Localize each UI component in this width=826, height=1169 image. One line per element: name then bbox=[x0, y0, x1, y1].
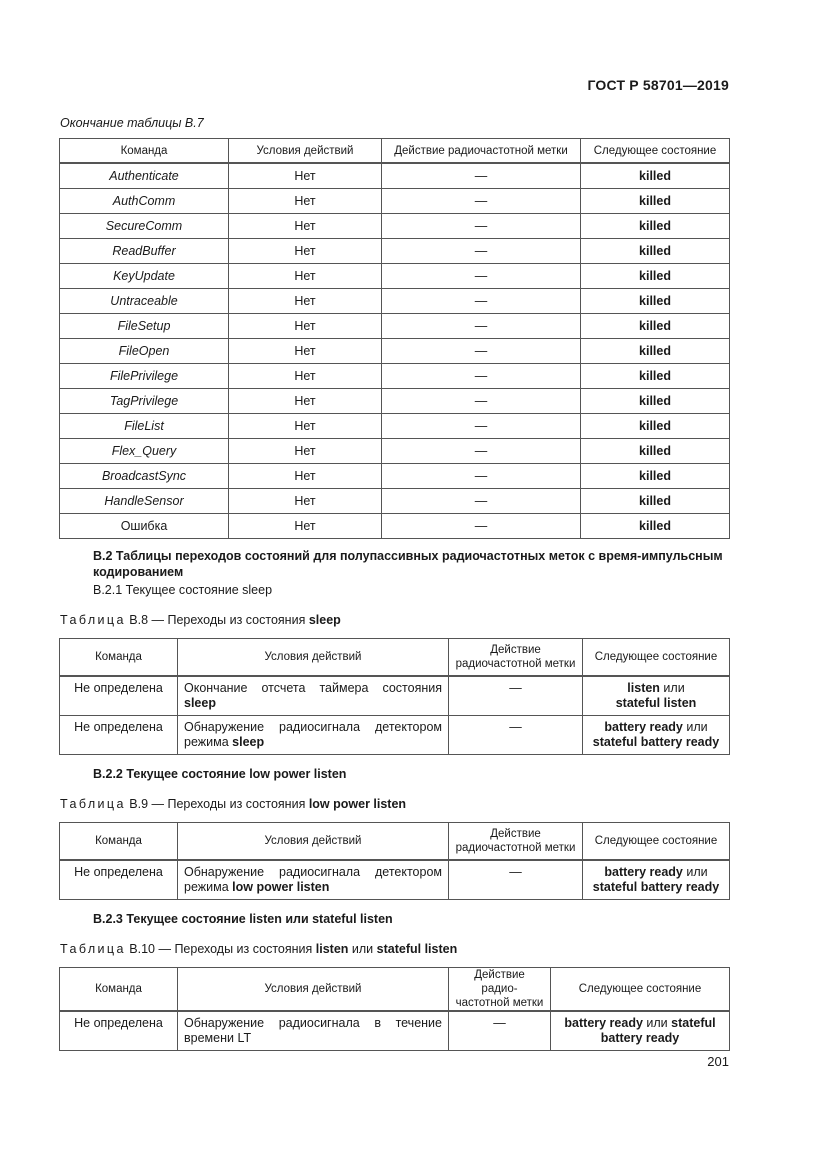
table-b7 bbox=[59, 138, 730, 539]
table-row bbox=[60, 514, 730, 539]
cell-next-state: listen или stateful listen bbox=[583, 676, 730, 716]
table-row bbox=[60, 1011, 730, 1051]
cell-next-state: killed bbox=[581, 214, 730, 239]
cell-conditions: Нет bbox=[229, 189, 382, 214]
section-b2-title: В.2 Таблицы переходов состояний для полупассивных радиочастотных меток с время-импульсным кодированием bbox=[93, 549, 723, 579]
cell-conditions: Нет bbox=[229, 414, 382, 439]
cell-action: — bbox=[382, 364, 581, 389]
cell-next-state: killed bbox=[581, 364, 730, 389]
cell-next-state: killed bbox=[581, 289, 730, 314]
cell-command: FileSetup bbox=[60, 314, 229, 339]
cell-command: SecureComm bbox=[60, 214, 229, 239]
cell-next-state: killed bbox=[581, 514, 730, 539]
header-action: Действие радиочастотной метки bbox=[449, 639, 583, 676]
table-row bbox=[60, 339, 730, 364]
table-header-row bbox=[60, 823, 730, 860]
cell-action: — bbox=[382, 264, 581, 289]
header-conditions: Условия действий bbox=[178, 968, 449, 1012]
table-row bbox=[60, 163, 730, 189]
cell-conditions: Нет bbox=[229, 364, 382, 389]
header-next-state: Следующее состояние bbox=[583, 639, 730, 676]
table-header-row bbox=[60, 968, 730, 1012]
cell-next-state: killed bbox=[581, 389, 730, 414]
cell-command: Не определена bbox=[60, 860, 178, 900]
table-row bbox=[60, 439, 730, 464]
cell-action: — bbox=[382, 339, 581, 364]
cell-command: Не определена bbox=[60, 676, 178, 716]
table-b8-caption: Таблица В.8 — Переходы из состояния sleep bbox=[60, 613, 341, 627]
table-row bbox=[60, 464, 730, 489]
table-row bbox=[60, 489, 730, 514]
cell-next-state: killed bbox=[581, 314, 730, 339]
cell-action: — bbox=[382, 439, 581, 464]
cell-command: Flex_Query bbox=[60, 439, 229, 464]
cell-command: AuthComm bbox=[60, 189, 229, 214]
table-b7-caption: Окончание таблицы В.7 bbox=[60, 116, 204, 130]
cell-next-state: killed bbox=[581, 339, 730, 364]
table-row bbox=[60, 264, 730, 289]
header-action: Действие радио-частотной метки bbox=[449, 968, 551, 1012]
table-row bbox=[60, 289, 730, 314]
table-row bbox=[60, 414, 730, 439]
cell-next-state: killed bbox=[581, 464, 730, 489]
cell-action: — bbox=[382, 314, 581, 339]
cell-conditions: Нет bbox=[229, 239, 382, 264]
section-b21-title: В.2.1 Текущее состояние sleep bbox=[93, 583, 273, 597]
cell-next-state: killed bbox=[581, 414, 730, 439]
header-action: Действие радиочастотной метки bbox=[449, 823, 583, 860]
header-command: Команда bbox=[60, 639, 178, 676]
table-b9-caption: Таблица В.9 — Переходы из состояния low power listen bbox=[60, 797, 407, 811]
cell-conditions: Нет bbox=[229, 439, 382, 464]
document-header: ГОСТ Р 58701—2019 bbox=[587, 77, 729, 93]
cell-action: — bbox=[382, 289, 581, 314]
header-next-state: Следующее состояние bbox=[551, 968, 730, 1012]
table-b10-caption: Таблица В.10 — Переходы из состояния listen или stateful listen bbox=[60, 942, 458, 956]
cell-next-state: killed bbox=[581, 439, 730, 464]
cell-command: Не определена bbox=[60, 715, 178, 754]
table-row bbox=[60, 189, 730, 214]
header-command: Команда bbox=[60, 139, 229, 164]
cell-conditions: Нет bbox=[229, 389, 382, 414]
header-next-state: Следующее состояние bbox=[583, 823, 730, 860]
cell-next-state: killed bbox=[581, 264, 730, 289]
cell-conditions: Нет bbox=[229, 314, 382, 339]
cell-command: Ошибка bbox=[60, 514, 229, 539]
table-b10 bbox=[59, 967, 730, 1051]
cell-action: — bbox=[382, 389, 581, 414]
cell-command: KeyUpdate bbox=[60, 264, 229, 289]
cell-next-state: killed bbox=[581, 189, 730, 214]
cell-conditions: Обнаружение радиосигнала в течение времени LT bbox=[178, 1011, 449, 1051]
cell-command: TagPrivilege bbox=[60, 389, 229, 414]
cell-conditions: Нет bbox=[229, 264, 382, 289]
cell-conditions: Нет bbox=[229, 464, 382, 489]
header-conditions: Условия действий bbox=[178, 639, 449, 676]
cell-action: — bbox=[382, 163, 581, 189]
table-row bbox=[60, 676, 730, 716]
header-command: Команда bbox=[60, 968, 178, 1012]
cell-command: ReadBuffer bbox=[60, 239, 229, 264]
table-row bbox=[60, 860, 730, 900]
cell-action: — bbox=[382, 239, 581, 264]
cell-action: — bbox=[382, 464, 581, 489]
cell-action: — bbox=[382, 414, 581, 439]
cell-command: HandleSensor bbox=[60, 489, 229, 514]
cell-conditions: Нет bbox=[229, 514, 382, 539]
cell-next-state: killed bbox=[581, 489, 730, 514]
cell-action: — bbox=[382, 214, 581, 239]
page-number: 201 bbox=[707, 1054, 729, 1069]
cell-command: Не определена bbox=[60, 1011, 178, 1051]
cell-action: — bbox=[382, 514, 581, 539]
cell-next-state: battery ready или stateful battery ready bbox=[551, 1011, 730, 1051]
cell-conditions: Окончание отсчета таймера состояния sleep bbox=[178, 676, 449, 716]
cell-command: FileOpen bbox=[60, 339, 229, 364]
cell-next-state: killed bbox=[581, 163, 730, 189]
table-row bbox=[60, 314, 730, 339]
cell-action: — bbox=[382, 489, 581, 514]
table-row bbox=[60, 715, 730, 754]
cell-next-state: battery ready или stateful battery ready bbox=[583, 860, 730, 900]
table-row bbox=[60, 214, 730, 239]
cell-conditions: Нет bbox=[229, 339, 382, 364]
header-next-state: Следующее состояние bbox=[581, 139, 730, 164]
cell-command: FilePrivilege bbox=[60, 364, 229, 389]
header-command: Команда bbox=[60, 823, 178, 860]
table-row bbox=[60, 364, 730, 389]
cell-next-state: battery ready или stateful battery ready bbox=[583, 715, 730, 754]
cell-command: FileList bbox=[60, 414, 229, 439]
section-b22-title: В.2.2 Текущее состояние low power listen bbox=[93, 767, 347, 781]
cell-command: BroadcastSync bbox=[60, 464, 229, 489]
table-b8 bbox=[59, 638, 730, 755]
header-conditions: Условия действий bbox=[178, 823, 449, 860]
table-row bbox=[60, 239, 730, 264]
table-row bbox=[60, 389, 730, 414]
header-conditions: Условия действий bbox=[229, 139, 382, 164]
header-action: Действие радиочастотной метки bbox=[382, 139, 581, 164]
cell-conditions: Обнаружение радиосигнала детектором режима low power listen bbox=[178, 860, 449, 900]
cell-conditions: Нет bbox=[229, 489, 382, 514]
cell-action: — bbox=[449, 860, 583, 900]
cell-action: — bbox=[449, 1011, 551, 1051]
section-b23-title: В.2.3 Текущее состояние listen или stateful listen bbox=[93, 912, 393, 926]
table-header-row bbox=[60, 639, 730, 676]
cell-conditions: Обнаружение радиосигнала детектором режима sleep bbox=[178, 715, 449, 754]
cell-conditions: Нет bbox=[229, 289, 382, 314]
cell-action: — bbox=[449, 676, 583, 716]
cell-action: — bbox=[382, 189, 581, 214]
cell-command: Untraceable bbox=[60, 289, 229, 314]
cell-conditions: Нет bbox=[229, 163, 382, 189]
table-header-row bbox=[60, 139, 730, 164]
table-b9 bbox=[59, 822, 730, 900]
cell-command: Authenticate bbox=[60, 163, 229, 189]
cell-action: — bbox=[449, 715, 583, 754]
cell-next-state: killed bbox=[581, 239, 730, 264]
cell-conditions: Нет bbox=[229, 214, 382, 239]
